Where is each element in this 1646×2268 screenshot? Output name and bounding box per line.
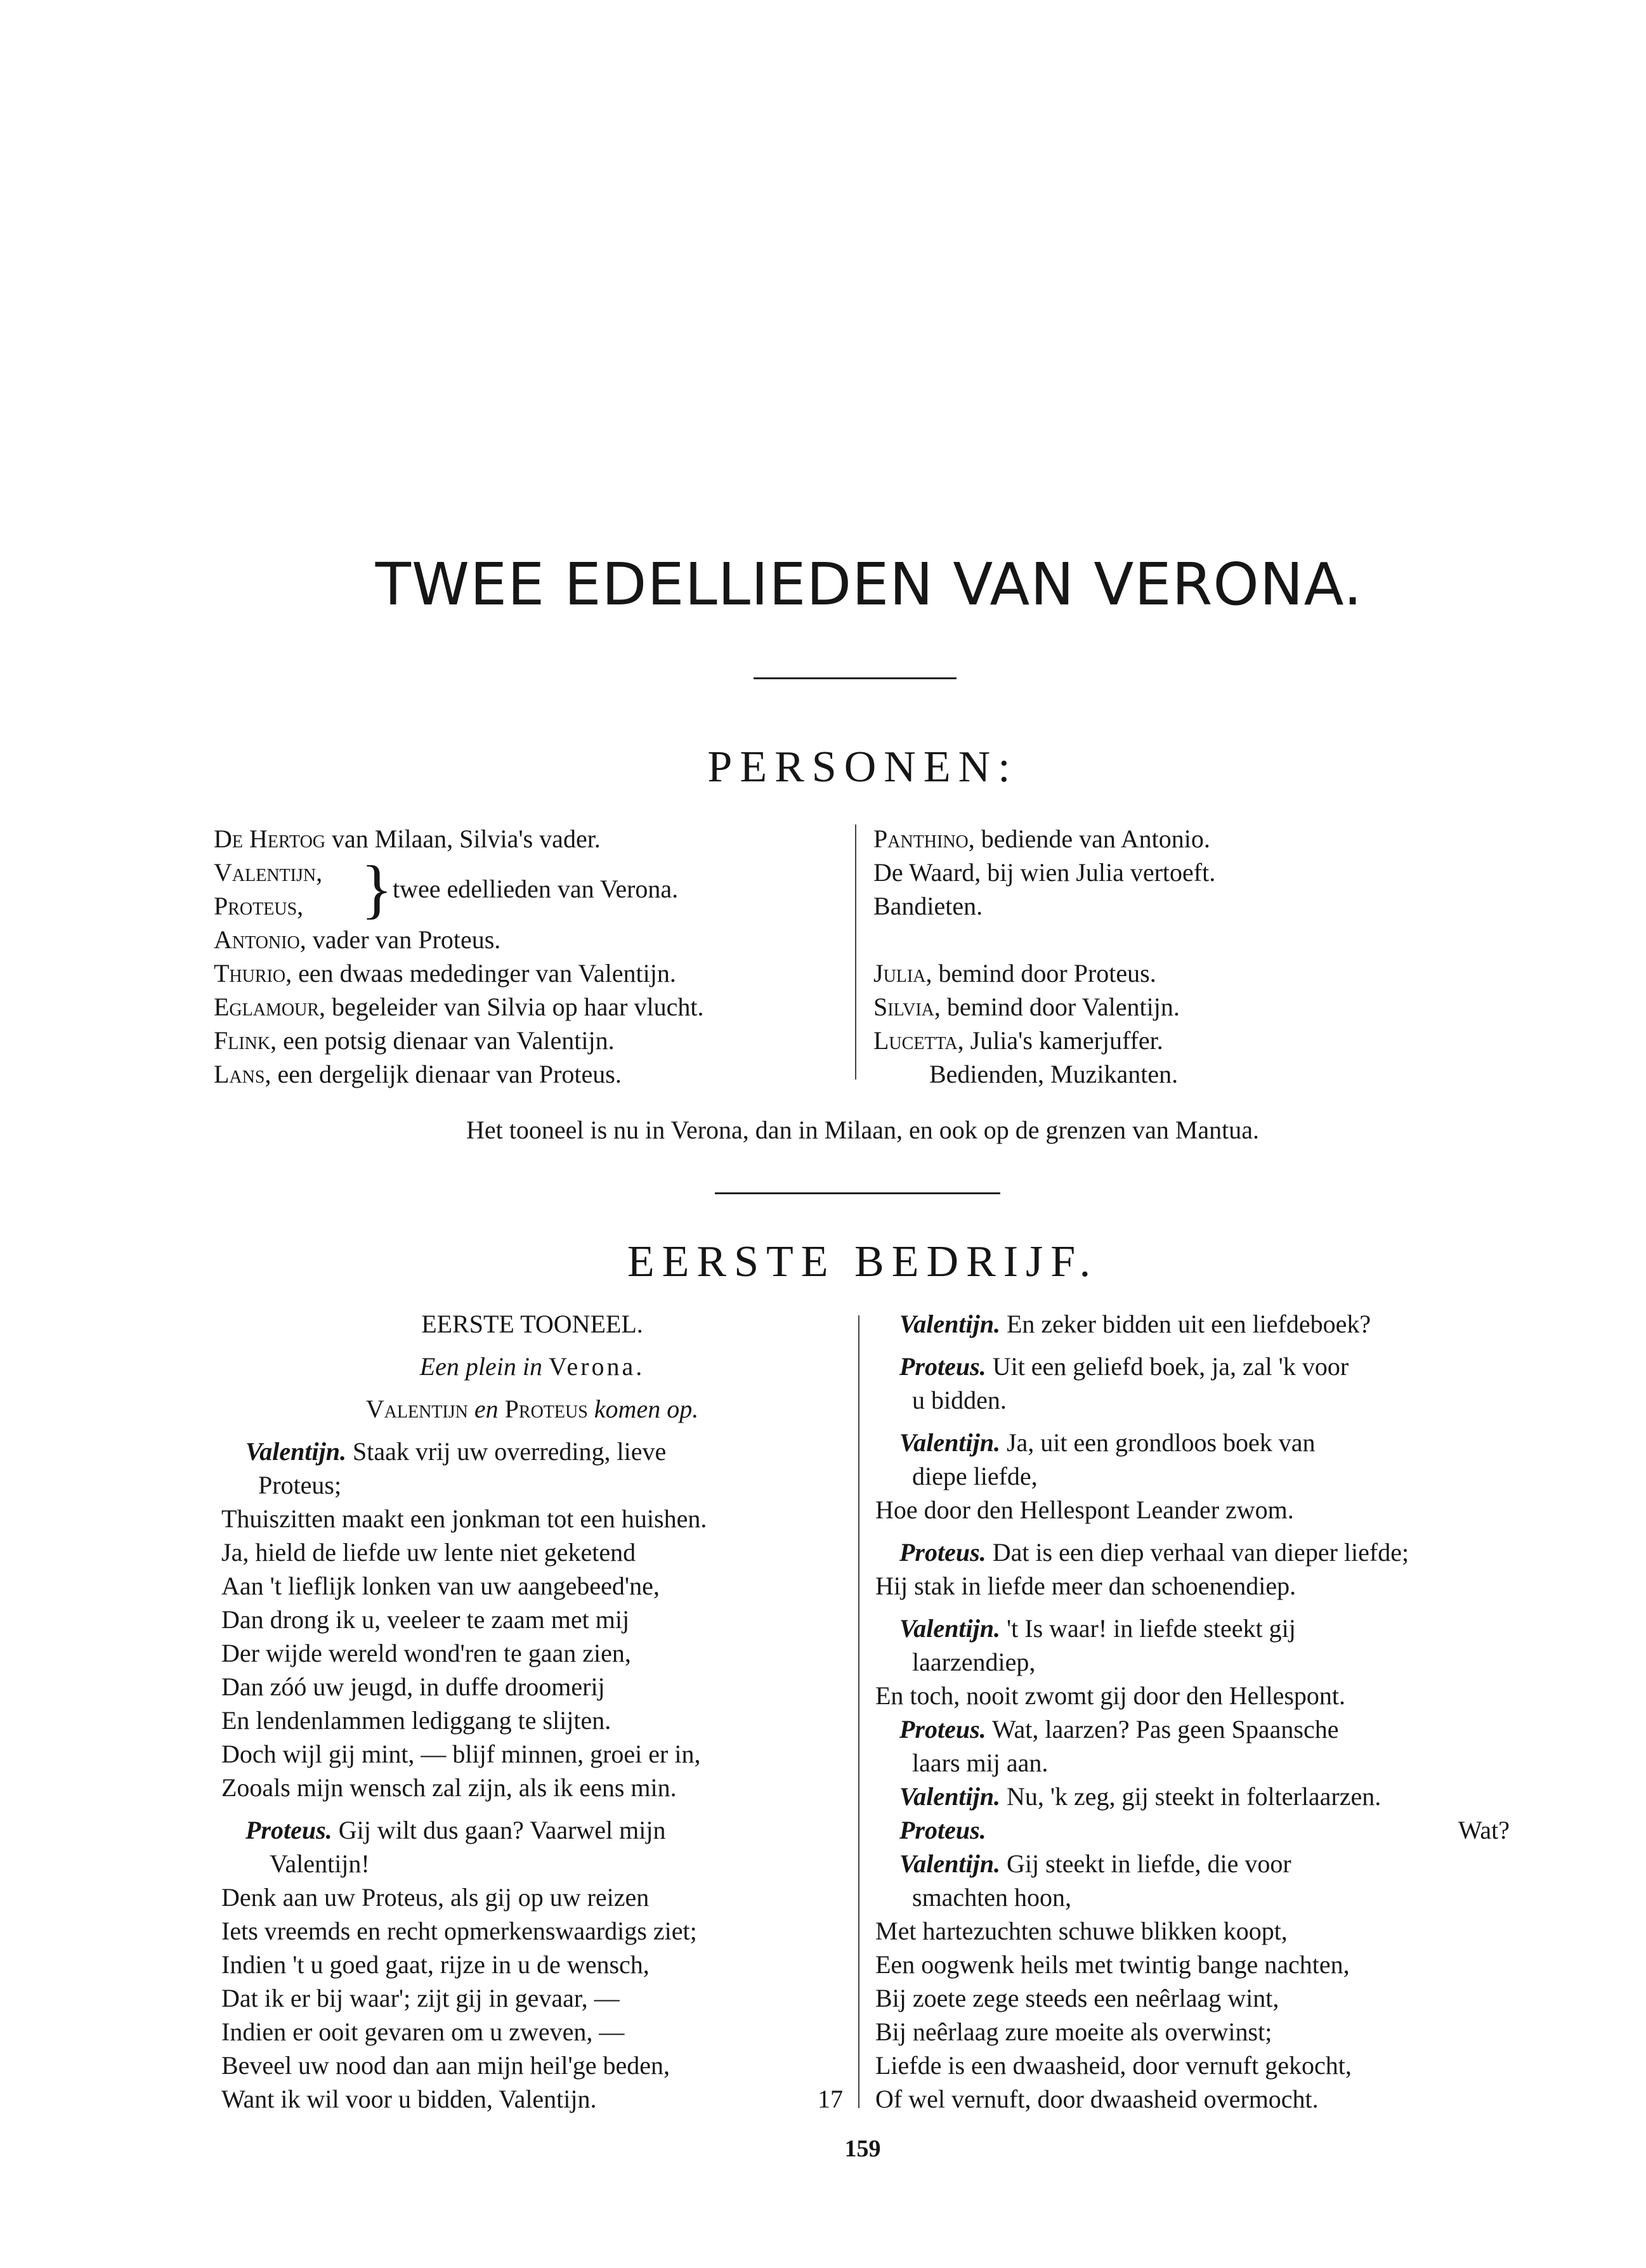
verse-line bbox=[875, 1780, 1510, 1813]
verse-line bbox=[221, 1813, 843, 1847]
verse-line: Bij zoete zege steeds een neêrlaag wint, bbox=[875, 1984, 1279, 2012]
speaker-label: Valentijn. bbox=[899, 1428, 1000, 1457]
verse-line: diepe liefde, bbox=[912, 1462, 1038, 1490]
verse-line bbox=[875, 1847, 1510, 1880]
play-title: TWEE EDELLIEDEN VAN VERONA. bbox=[375, 551, 1363, 618]
scene-setting-note: Het tooneel is nu in Verona, dan in Milaan, en ook op de grenzen van Mantua. bbox=[466, 1116, 1260, 1144]
signature-mark: 17 bbox=[818, 2085, 843, 2113]
verse-line: Denk aan uw Proteus, als gij op uw reizen bbox=[221, 1883, 650, 1912]
verse-line: Dat ik er bij waar'; zijt gij in gevaar, — bbox=[221, 1984, 620, 2012]
verse-line: Hoe door den Hellespont Leander zwom. bbox=[875, 1496, 1294, 1524]
verse-text: Dat is een diep verhaal van dieper liefde; bbox=[992, 1538, 1409, 1567]
cast-flink bbox=[214, 1024, 703, 1057]
speaker-label: Proteus. bbox=[899, 1538, 986, 1567]
speaker-label: Valentijn. bbox=[899, 1782, 1000, 1811]
cast-desc: , Julia's kamerjuffer. bbox=[957, 1026, 1163, 1055]
verse-text: Nu, 'k zeg, gij steekt in folterlaarzen. bbox=[1006, 1782, 1381, 1811]
text-column-right bbox=[875, 1307, 1510, 2116]
cast-name: Panthino bbox=[873, 824, 969, 853]
cast-list-right bbox=[873, 822, 1215, 1091]
column-divider bbox=[858, 1315, 859, 2108]
verse-line: Dan drong ik u, veeleer te zaam met mij bbox=[221, 1605, 630, 1634]
cast-bandieten: Bandieten. bbox=[873, 892, 983, 920]
speaker-label: Proteus. bbox=[245, 1816, 332, 1844]
speaker-label: Valentijn. bbox=[245, 1437, 346, 1466]
verse-line: Zooals mijn wensch zal zijn, als ik eens min. bbox=[221, 1773, 677, 1802]
scene-title: EERSTE TOONEEL. bbox=[421, 1310, 643, 1338]
verse-line bbox=[875, 1535, 1510, 1569]
cast-divider bbox=[855, 824, 856, 1079]
cast-antonio bbox=[214, 923, 703, 956]
verse-line: Doch wijl gij mint, — blijf minnen, groei er in, bbox=[221, 1740, 701, 1768]
cast-lans bbox=[214, 1057, 703, 1091]
cast-desc: , een potsig dienaar van Valentijn. bbox=[270, 1026, 615, 1055]
verse-line: Valentijn! bbox=[270, 1849, 370, 1878]
verse-line: Iets vreemds en recht opmerkenswaardigs ziet; bbox=[221, 1917, 697, 1945]
location-place: Verona. bbox=[549, 1352, 645, 1381]
verse-text: Want ik wil voor u bidden, Valentijn. bbox=[221, 2085, 597, 2113]
speaker-label: Valentijn. bbox=[899, 1614, 1000, 1643]
cast-thurio bbox=[214, 956, 703, 990]
entry-connector: en bbox=[474, 1395, 499, 1423]
cast-name: Eglamour bbox=[214, 993, 319, 1021]
cast-name: Lucetta bbox=[873, 1026, 958, 1055]
brace-symbol: } bbox=[361, 852, 393, 925]
verse-text: Uit een geliefd boek, ja, zal 'k voor bbox=[992, 1352, 1349, 1381]
verse-line: u bidden. bbox=[912, 1386, 1007, 1414]
cast-desc: , bemind door Proteus. bbox=[925, 959, 1156, 987]
cast-name: De Hertog bbox=[214, 824, 326, 853]
verse-line: smachten hoon, bbox=[912, 1883, 1072, 1912]
cast-julia bbox=[873, 956, 1215, 990]
cast-desc: , begeleider van Silvia op haar vlucht. bbox=[319, 993, 704, 1021]
verse-text: Gij steekt in liefde, die voor bbox=[1006, 1849, 1291, 1878]
verse-line: Proteus; bbox=[258, 1471, 342, 1499]
verse-text: Wat? bbox=[1458, 1816, 1510, 1844]
verse-line: Bij neêrlaag zure moeite als overwinst; bbox=[875, 2017, 1272, 2046]
verse-line bbox=[875, 1813, 1510, 1847]
cast-name-valentijn: Valentijn, bbox=[214, 858, 323, 887]
speaker-label: Proteus. bbox=[899, 1352, 986, 1381]
verse-line: Aan 't lieflijk lonken van uw aangebeed'ne, bbox=[221, 1572, 660, 1600]
cast-desc: , vader van Proteus. bbox=[299, 925, 501, 954]
cast-desc: , bemind door Valentijn. bbox=[934, 993, 1180, 1021]
location-label: Een plein in bbox=[419, 1352, 542, 1381]
cast-name: Lans bbox=[214, 1060, 265, 1088]
cast-name: Antonio bbox=[214, 925, 300, 954]
verse-line: Thuiszitten maakt een jonkman tot een huishen. bbox=[221, 1504, 707, 1533]
verse-line bbox=[875, 1712, 1510, 1746]
cast-name: Flink bbox=[214, 1026, 271, 1055]
cast-silvia bbox=[873, 990, 1215, 1024]
verse-line bbox=[875, 1426, 1510, 1459]
verse-line: Beveel uw nood dan aan mijn heil'ge beden, bbox=[221, 2051, 670, 2080]
cast-bedienden: Bedienden, Muzikanten. bbox=[929, 1060, 1179, 1088]
cast-name-proteus: Proteus, bbox=[214, 892, 304, 920]
verse-line: Dan zóó uw jeugd, in duffe droomerij bbox=[221, 1672, 605, 1701]
verse-text: Gij wilt dus gaan? Vaarwel mijn bbox=[338, 1816, 666, 1844]
entry-action: komen op. bbox=[594, 1395, 699, 1423]
cast-name: Julia bbox=[873, 959, 926, 987]
cast-desc: , een dwaas mededinger van Valentijn. bbox=[285, 959, 676, 987]
verse-line: Hij stak in liefde meer dan schoenendiep. bbox=[875, 1572, 1297, 1600]
verse-line: Indien 't u goed gaat, rijze in u de wensch, bbox=[221, 1950, 650, 1979]
page-number: 159 bbox=[844, 2135, 881, 2162]
cast-desc: van Milaan, Silvia's vader. bbox=[325, 824, 601, 853]
speaker-label: Valentijn. bbox=[899, 1849, 1000, 1878]
cast-name: Thurio bbox=[214, 959, 286, 987]
stage-direction bbox=[221, 1392, 843, 1426]
verse-line: Liefde is een dwaasheid, door vernuft gekocht, bbox=[875, 2051, 1352, 2080]
verse-line: En lendenlammen lediggang te slijten. bbox=[221, 1706, 611, 1735]
scene-location bbox=[221, 1350, 843, 1383]
verse-text: En zeker bidden uit een liefdeboek? bbox=[1006, 1310, 1371, 1338]
verse-text: Wat, laarzen? Pas geen Spaansche bbox=[991, 1715, 1339, 1743]
verse-line: Der wijde wereld wond'ren te gaan zien, bbox=[221, 1639, 631, 1667]
cast-list-left bbox=[214, 822, 703, 1091]
cast-desc: , bediende van Antonio. bbox=[968, 824, 1210, 853]
verse-text: 't Is waar! in liefde steekt gij bbox=[1006, 1614, 1296, 1643]
personen-heading: PERSONEN: bbox=[707, 743, 1018, 792]
entry-name: Proteus bbox=[504, 1395, 588, 1423]
cast-waard: De Waard, bij wien Julia vertoeft. bbox=[873, 858, 1216, 887]
cast-desc: , een dergelijk dienaar van Proteus. bbox=[265, 1060, 622, 1088]
verse-line: En toch, nooit zwomt gij door den Hellespont. bbox=[875, 1681, 1345, 1710]
title-rule bbox=[754, 677, 957, 679]
verse-text: Staak vrij uw overreding, lieve bbox=[352, 1437, 667, 1466]
verse-line: laars mij aan. bbox=[912, 1749, 1048, 1777]
verse-line bbox=[875, 1612, 1510, 1645]
verse-line: laarzendiep, bbox=[912, 1648, 1036, 1676]
cast-panthino bbox=[873, 822, 1215, 856]
verse-line bbox=[221, 2082, 843, 2116]
cast-hertog bbox=[214, 822, 703, 856]
verse-line bbox=[875, 1307, 1510, 1341]
cast-lucetta bbox=[873, 1024, 1215, 1057]
act-rule bbox=[715, 1192, 1000, 1194]
verse-line: Indien er ooit gevaren om u zweven, — bbox=[221, 2017, 625, 2046]
entry-name: Valentijn bbox=[365, 1395, 468, 1423]
speaker-label: Proteus. bbox=[899, 1715, 986, 1743]
act-heading: EERSTE BEDRIJF. bbox=[627, 1237, 1099, 1286]
verse-text: Ja, uit een grondloos boek van bbox=[1006, 1428, 1316, 1457]
cast-pair-desc: twee edellieden van Verona. bbox=[393, 875, 679, 903]
text-column-left bbox=[221, 1307, 843, 2116]
cast-pair bbox=[214, 852, 703, 925]
verse-line bbox=[221, 1435, 843, 1468]
verse-line bbox=[875, 1350, 1510, 1383]
speaker-label: Valentijn. bbox=[899, 1310, 1000, 1338]
verse-line: Met hartezuchten schuwe blikken koopt, bbox=[875, 1917, 1288, 1945]
cast-eglamour bbox=[214, 990, 703, 1024]
verse-line: Of wel vernuft, door dwaasheid overmocht. bbox=[875, 2085, 1319, 2113]
verse-line: Ja, hield de liefde uw lente niet geketend bbox=[221, 1538, 636, 1567]
speaker-label: Proteus. bbox=[899, 1816, 986, 1844]
verse-line: Een oogwenk heils met twintig bange nachten, bbox=[875, 1950, 1350, 1979]
cast-name: Silvia bbox=[873, 993, 934, 1021]
